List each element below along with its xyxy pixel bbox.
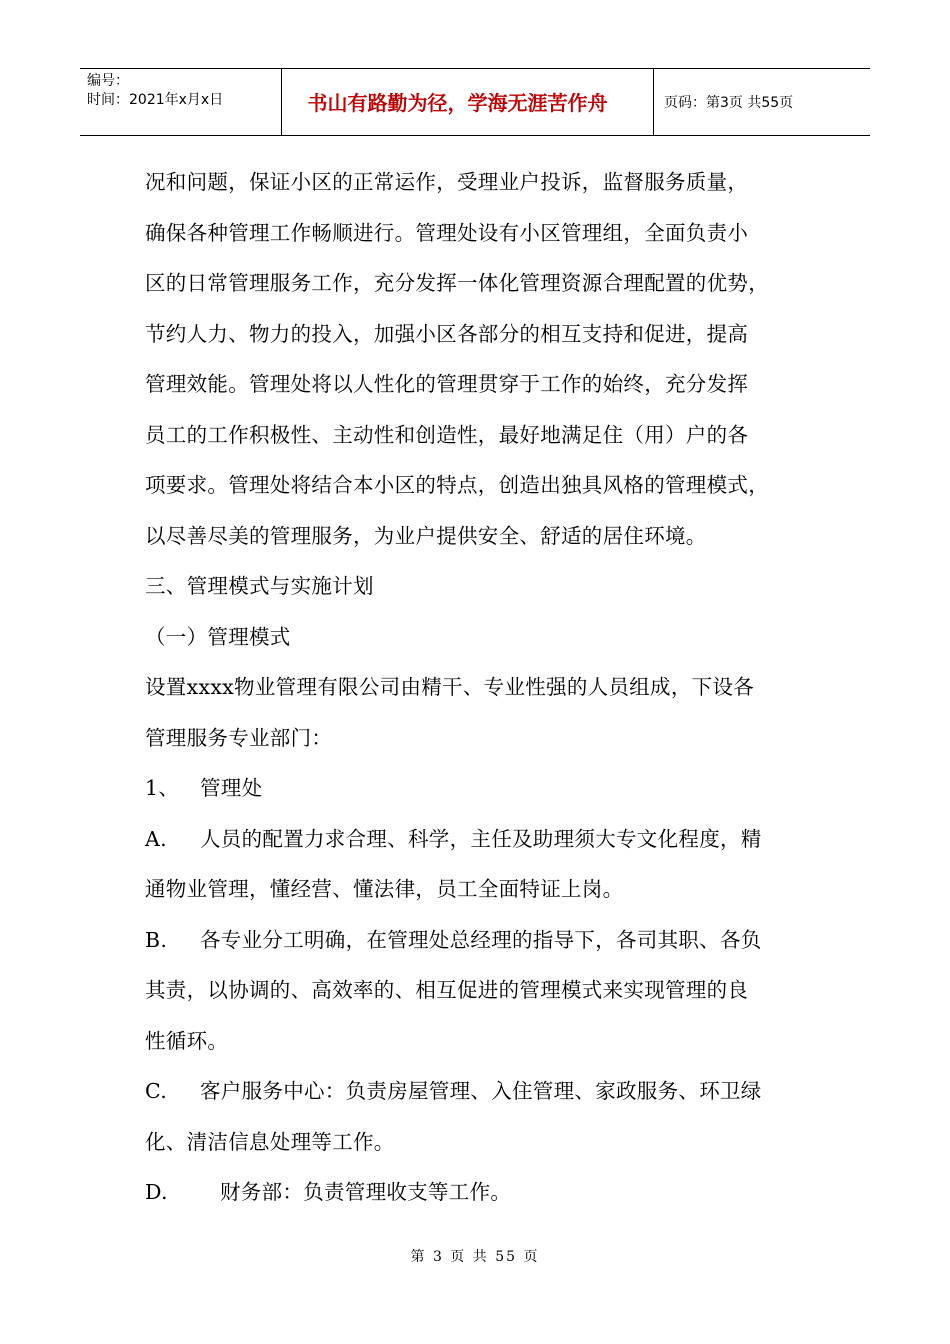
section-heading: 三、管理模式与实施计划 [145,574,374,598]
document-body [145,157,825,1218]
list-marker: 1、 [145,776,180,800]
page-header [80,68,870,136]
list-item-c [145,1066,825,1117]
page-footer: 第 3 页 共 55 页 [410,1249,540,1265]
date-line: 时间：2021年x月x日 [87,92,224,108]
body-line: 项要求。管理处将结合本小区的特点，创造出独具风格的管理模式， [145,473,769,497]
body-line: 管理服务专业部门： [145,725,333,750]
list-item-text: 财务部：负责管理收支等工作。 [220,1180,512,1204]
list-item-b [145,915,825,966]
list-item-d [145,1167,825,1218]
body-line: 况和问题，保证小区的正常运作，受理业户投诉，监督服务质量， [145,170,749,194]
list-item-text: 管理处 [200,776,263,800]
body-line: 性循环。 [145,1028,229,1053]
body-line: 节约人力、物力的投入，加强小区各部分的相互支持和促进，提高 [145,321,749,346]
header-motto: 书山有路勤为径，学海无涯苦作舟 [282,69,654,135]
body-line: 员工的工作积极性、主动性和创造性，最好地满足住（用）户的各 [145,422,749,447]
list-item-1 [145,763,825,814]
body-line: 以尽善尽美的管理服务，为业户提供安全、舒适的居住环境。 [145,523,707,548]
list-item-text: 人员的配置力求合理、科学，主任及助理须大专文化程度，精 [200,826,762,851]
serial-number-label: 编号： [87,73,129,89]
list-marker: A. [145,826,167,851]
body-line: 通物业管理，懂经营、懂法律，员工全面特证上岗。 [145,877,624,901]
list-marker: D. [145,1180,168,1204]
subsection-heading: （一）管理模式 [145,624,291,649]
body-line: 设置xxxx物业管理有限公司由精干、专业性强的人员组成，下设各 [145,675,755,699]
body-line: 管理效能。管理处将以人性化的管理贯穿于工作的始终，充分发挥 [145,372,749,396]
list-marker: B. [145,927,168,952]
list-marker: C. [145,1079,168,1103]
list-item-text: 客户服务中心：负责房屋管理、入住管理、家政服务、环卫绿 [200,1079,762,1103]
body-line: 区的日常管理服务工作，充分发挥一体化管理资源合理配置的优势， [145,271,769,295]
list-item-a [145,814,825,865]
body-line: 化、清洁信息处理等工作。 [145,1129,395,1154]
header-page-info: 页码：第3页 共55页 [664,95,794,111]
header-meta-cell [80,69,282,135]
body-line: 其责，以协调的、高效率的、相互促进的管理模式来实现管理的良 [145,978,749,1002]
list-item-text: 各专业分工明确，在管理处总经理的指导下，各司其职、各负 [200,927,762,952]
body-line: 确保各种管理工作畅顺进行。管理处设有小区管理组，全面负责小 [145,220,749,245]
